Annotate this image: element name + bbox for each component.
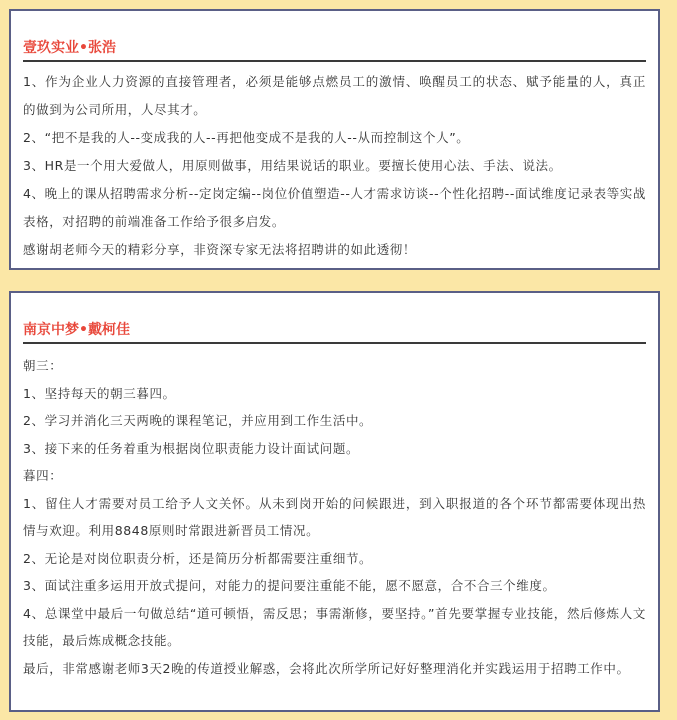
paragraph: 暮四： — [23, 468, 63, 483]
paragraph: 4、总课堂中最后一句做总结“道可顿悟，需反思；事需渐修，要坚持。”首先要掌握专业技能，然后修炼人文技能，最后炼成概念技能。 — [23, 605, 646, 648]
paragraph: 最后，非常感谢老师3天2晚的传道授业解惑，会将此次所学所记好好整理消化并实践运用于招聘工作中。 — [23, 660, 630, 676]
card-title: 南京中梦•戴柯佳 — [23, 293, 646, 344]
paragraph: 3、HR是一个用大爱做人，用原则做事，用结果说话的职业。要擅长使用心法、手法、说法。 — [23, 158, 562, 173]
paragraph: 1、留住人才需要对员工给予人文关怀。从未到岗开始的问候跟进，到入职报道的各个环节都需要体现出热情与欢迎。利用8848原则时常跟进新晋员工情况。 — [23, 495, 646, 538]
paragraph: 感谢胡老师今天的精彩分享，非资深专家无法将招聘讲的如此透彻！ — [23, 242, 417, 257]
paragraph: 2、无论是对岗位职责分析，还是简历分析都需要注重细节。 — [23, 550, 373, 566]
comment-card-daikejia — [9, 291, 660, 712]
paragraph: 2、“把不是我的人--变成我的人--再把他变成不是我的人--从而控制这个人”。 — [23, 130, 470, 145]
paragraph: 1、作为企业人力资源的直接管理者，必须是能够点燃员工的激情、唤醒员工的状态、赋予能量的人，真正的做到为公司所用，人尽其才。 — [23, 74, 646, 117]
paragraph: 3、接下来的任务着重为根据岗位职责能力设计面试问题。 — [23, 440, 360, 456]
paragraph: 朝三： — [23, 358, 63, 373]
paragraph: 3、面试注重多运用开放式提问，对能力的提问要注重能不能，愿不愿意，合不合三个维度。 — [23, 578, 556, 593]
card-body — [23, 352, 646, 682]
comment-card-zhanghao — [9, 9, 660, 270]
card-body — [23, 68, 646, 264]
paragraph: 1、坚持每天的朝三暮四。 — [23, 385, 176, 401]
paragraph: 2、学习并消化三天两晚的课程笔记，并应用到工作生活中。 — [23, 413, 373, 428]
card-title: 壹玖实业•张浩 — [23, 11, 646, 62]
paragraph: 4、晚上的课从招聘需求分析--定岗定编--岗位价值塑造--人才需求访谈--个性化招聘--面试维度记录表等实战表格，对招聘的前端准备工作给予很多启发。 — [23, 186, 646, 229]
